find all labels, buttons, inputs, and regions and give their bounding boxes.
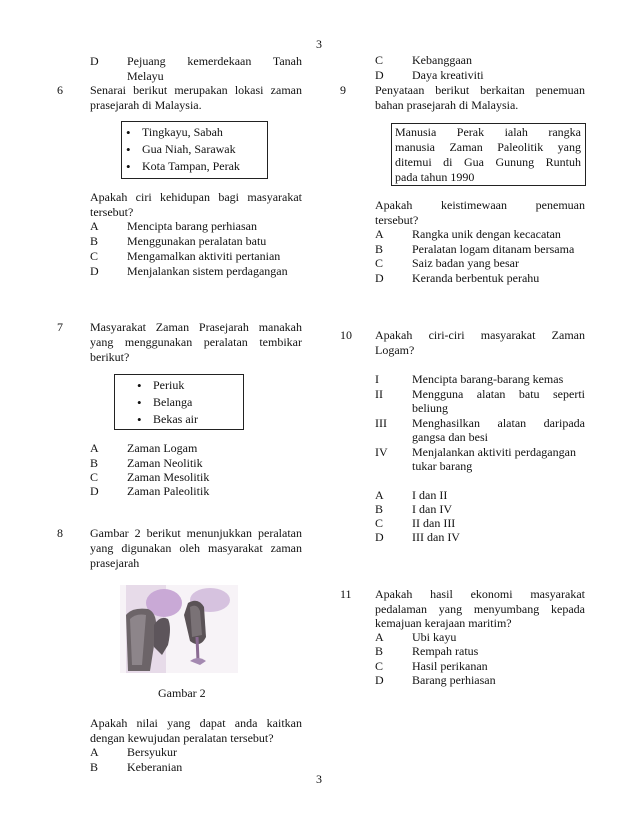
question-stem: Masyarakat Zaman Prasejarah manakah	[90, 320, 302, 334]
option-letter: B	[375, 502, 384, 516]
statement-roman: II	[375, 387, 383, 401]
question-stem: kemajuan kerajaan maritim?	[375, 616, 512, 630]
option-letter: B	[90, 760, 99, 774]
option-letter: A	[375, 488, 384, 502]
box-line: pada tahun 1990	[395, 170, 475, 184]
question-stem: yang digunakan oleh masyarakat zaman	[90, 541, 302, 555]
question-text: dengan kewujudan peralatan tersebut?	[90, 731, 274, 745]
option-letter: A	[90, 219, 99, 233]
image-caption: Gambar 2	[158, 686, 206, 700]
option-letter: C	[375, 53, 384, 67]
question-stem: prasejarah	[90, 556, 140, 570]
option-letter: A	[375, 227, 384, 241]
option-text: Saiz badan yang besar	[412, 256, 519, 270]
question-number: 7	[57, 320, 63, 334]
question-stem: prasejarah di Malaysia.	[90, 98, 202, 112]
bullet-item: • Kota Tampan, Perak	[122, 158, 267, 175]
statement-text: Mengguna alatan batu seperti	[412, 387, 585, 401]
question-number: 8	[57, 526, 63, 540]
statement-roman: III	[375, 416, 387, 430]
option-letter: A	[90, 441, 99, 455]
question-text: tersebut?	[90, 205, 134, 219]
bullet-item: • Tingkayu, Sabah	[122, 124, 267, 141]
question-stem: bahan prasejarah di Malaysia.	[375, 98, 519, 112]
statement-text: beliung	[412, 401, 448, 415]
question-number: 6	[57, 83, 63, 97]
box-line: Manusia Perak ialah rangka	[395, 125, 581, 139]
option-letter: D	[375, 530, 384, 544]
option-letter: B	[90, 456, 99, 470]
option-letter: D	[90, 54, 99, 68]
option-letter: A	[90, 745, 99, 759]
statement-roman: IV	[375, 445, 388, 459]
question-text: Apakah keistimewaan penemuan	[375, 198, 585, 212]
option-text: Pejuang kemerdekaan Tanah	[127, 54, 302, 68]
option-letter: B	[375, 644, 384, 658]
question-stem: Apakah ciri-ciri masyarakat Zaman	[375, 328, 585, 342]
question-stem: pedalaman yang menyumbang kepada	[375, 602, 585, 616]
option-text: Keberanian	[127, 760, 183, 774]
option-letter: C	[375, 256, 384, 270]
option-text: Daya kreativiti	[412, 68, 484, 82]
option-text: Mencipta barang perhiasan	[127, 219, 257, 233]
option-text: Zaman Neolitik	[127, 456, 203, 470]
question-number: 9	[340, 83, 346, 97]
option-text: Melayu	[127, 69, 164, 83]
option-text: Mengamalkan aktiviti pertanian	[127, 249, 281, 263]
option-text: Peralatan logam ditanam bersama	[412, 242, 575, 256]
option-text: III dan IV	[412, 530, 460, 544]
question-text: tersebut?	[375, 213, 419, 227]
page-number-bottom: 3	[316, 772, 322, 786]
option-text: II dan III	[412, 516, 456, 530]
option-letter: B	[375, 242, 384, 256]
question-text: Apakah nilai yang dapat anda kaitkan	[90, 716, 302, 730]
question-stem: Logam?	[375, 343, 415, 357]
option-text: Ubi kayu	[412, 630, 457, 644]
location-list-box	[121, 121, 268, 179]
option-letter: C	[375, 516, 384, 530]
question-number: 10	[340, 328, 352, 342]
question-text: Apakah ciri kehidupan bagi masyarakat	[90, 190, 302, 204]
statement-text: Mencipta barang-barang kemas	[412, 372, 564, 386]
bullet-item: • Periuk	[133, 377, 243, 394]
option-letter: C	[90, 249, 99, 263]
option-text: Hasil perikanan	[412, 659, 488, 673]
question-stem: Apakah hasil ekonomi masyarakat	[375, 587, 585, 601]
option-text: Menggunakan peralatan batu	[127, 234, 267, 248]
option-letter: C	[375, 659, 384, 673]
option-text: I dan IV	[412, 502, 452, 516]
statement-roman: I	[375, 372, 379, 386]
option-text: Keranda berbentuk perahu	[412, 271, 540, 285]
option-text: Zaman Logam	[127, 441, 198, 455]
option-text: Rempah ratus	[412, 644, 479, 658]
option-text: Bersyukur	[127, 745, 177, 759]
option-letter: D	[375, 68, 384, 82]
question-stem: berikut?	[90, 350, 130, 364]
question-number: 11	[340, 587, 352, 601]
box-line: ditemui di Gua Gunung Runtuh	[395, 155, 581, 169]
statement-text: gangsa dan besi	[412, 430, 488, 444]
option-letter: D	[90, 484, 99, 498]
bullet-item: • Gua Niah, Sarawak	[122, 141, 267, 158]
statement-text: tukar barang	[412, 459, 473, 473]
statement-box	[391, 123, 586, 186]
statement-text: Menghasilkan alatan daripada	[412, 416, 585, 430]
bullet-item: • Bekas air	[133, 411, 243, 428]
option-text: Zaman Paleolitik	[127, 484, 210, 498]
statement-text: Menjalankan aktiviti perdagangan	[412, 445, 576, 459]
option-text: Menjalankan sistem perdagangan	[127, 264, 288, 278]
question-stem: yang menggunakan peralatan tembikar	[90, 335, 302, 349]
bullet-item: • Belanga	[133, 394, 243, 411]
pottery-list-box	[114, 374, 244, 430]
option-letter: A	[375, 630, 384, 644]
question-stem: Penyataan berikut berkaitan penemuan	[375, 83, 585, 97]
option-text: Zaman Mesolitik	[127, 470, 210, 484]
question-stem: Senarai berikut merupakan lokasi zaman	[90, 83, 302, 97]
option-text: I dan II	[412, 488, 448, 502]
stone-tools-image	[120, 585, 238, 673]
question-stem: Gambar 2 berikut menunjukkan peralatan	[90, 526, 302, 540]
box-line: manusia Zaman Paleolitik yang	[395, 140, 581, 154]
page-number-top: 3	[316, 37, 322, 51]
option-text: Barang perhiasan	[412, 673, 496, 687]
option-letter: D	[375, 271, 384, 285]
option-letter: D	[90, 264, 99, 278]
option-letter: B	[90, 234, 99, 248]
option-text: Kebanggaan	[412, 53, 472, 67]
option-letter: D	[375, 673, 384, 687]
option-letter: C	[90, 470, 99, 484]
option-text: Rangka unik dengan kecacatan	[412, 227, 561, 241]
